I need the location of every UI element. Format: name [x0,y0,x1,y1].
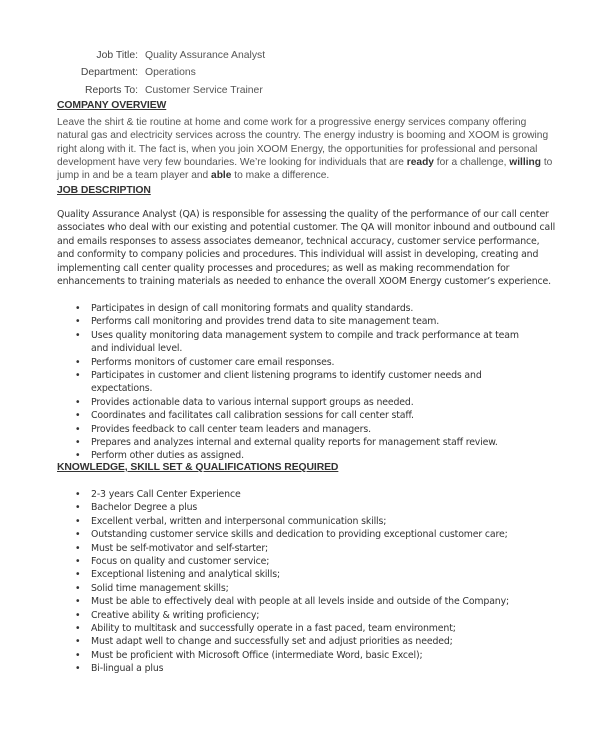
job-title-value: Quality Assurance Analyst [145,50,266,61]
duty-item: • Perform other duties as assigned. [0,449,521,462]
qualification-item: • Must be proficient with Microsoft Office (intermediate Word, basic Excel); [0,649,521,662]
qualification-item: • Creative ability & writing proficiency; [0,609,521,622]
duties-list [0,302,600,463]
department-value: Operations [145,67,196,79]
qualifications-heading: KNOWLEDGE, SKILL SET & QUALIFICATIONS REQUIRED [57,462,339,473]
overview-ready: ready [406,156,434,168]
qualification-item: • Outstanding customer service skills and dedication to providing exceptional customer care; [0,528,521,541]
qualification-item: • 2-3 years Call Center Experience [0,488,521,501]
duty-item: • Uses quality monitoring data management system to compile and track performance at team and individual level. [0,329,521,356]
job-description-heading: JOB DESCRIPTION [57,185,151,196]
overview-text-2: for a challenge, [433,156,510,168]
qualification-item: • Must adapt well to change and successfully set and adjust priorities as needed; [0,635,521,648]
overview-text-3: to jump in and be a team player and [57,156,553,182]
job-meta [57,47,265,99]
overview-willing: willing [509,156,541,168]
duty-item: • Participates in design of call monitoring formats and quality standards. [0,302,521,315]
duty-item: • Coordinates and facilitates call calibration sessions for call center staff. [0,409,521,422]
qualification-item: • Ability to multitask and successfully operate in a fast paced, team environment; [0,622,521,635]
department-row [57,64,265,81]
overview-text-4: to make a difference. [231,170,330,182]
reports-to-row [57,82,265,99]
qualification-item: • Excellent verbal, written and interpersonal communication skills; [0,515,521,528]
qualification-item: • Must be self-motivator and self-starter; [0,542,521,555]
duty-item: • Provides feedback to call center team leaders and managers. [0,423,521,436]
qualifications-list [0,488,600,676]
company-overview-heading: COMPANY OVERVIEW [57,100,167,111]
department-label: Department: [80,67,138,79]
overview-text-1: Leave the shirt & tie routine at home and come work for a progressive energy services company offering natural gas and electricity services across the country. The energy industry is booming and XOOM is growing right along with it. The fact is, when you join XOOM Energy, the opportunities for professional and personal development have very few boundaries. We’re looking for individuals that are [57,117,549,168]
job-title-row [57,47,265,64]
reports-to-label: Reports To: [85,84,138,96]
qualification-item: • Must be able to effectively deal with people at all levels inside and outside of the Company; [0,595,521,608]
reports-to-value: Customer Service Trainer [145,84,263,96]
job-description-paragraph: Quality Assurance Analyst (QA) is responsible for assessing the quality of the performance of our call center associates who deal with our existing and potential customer. The QA will monitor inbound and outbound call and emails responses to assess associates demeanor, technical accuracy, customer service performance, and conformity to company policies and procedures. This individual will assist in developing, creating and implementing call center quality processes and procedures; as well as making recommendation for enhancements to training materials as needed to enhance the overall XOOM Energy customer’s experience. [57,209,556,288]
company-overview-paragraph [57,116,557,182]
qualification-item: • Exceptional listening and analytical skills; [0,568,521,581]
duty-item: • Provides actionable data to various internal support groups as needed. [0,396,521,409]
duty-item: • Performs monitors of customer care email responses. [0,356,521,369]
duty-item: • Performs call monitoring and provides trend data to site management team. [0,315,521,328]
qualification-item: • Focus on quality and customer service; [0,555,521,568]
qualification-item: • Solid time management skills; [0,582,521,595]
qualification-item: • Bachelor Degree a plus [0,501,521,514]
qualification-item: • Bi-lingual a plus [0,662,521,675]
job-title-label: Job Title: [96,50,138,61]
duty-item: • Prepares and analyzes internal and external quality reports for management staff review. [0,436,521,449]
overview-able: able [211,170,232,182]
duty-item: • Participates in customer and client listening programs to identify customer needs and expectations. [0,369,521,396]
